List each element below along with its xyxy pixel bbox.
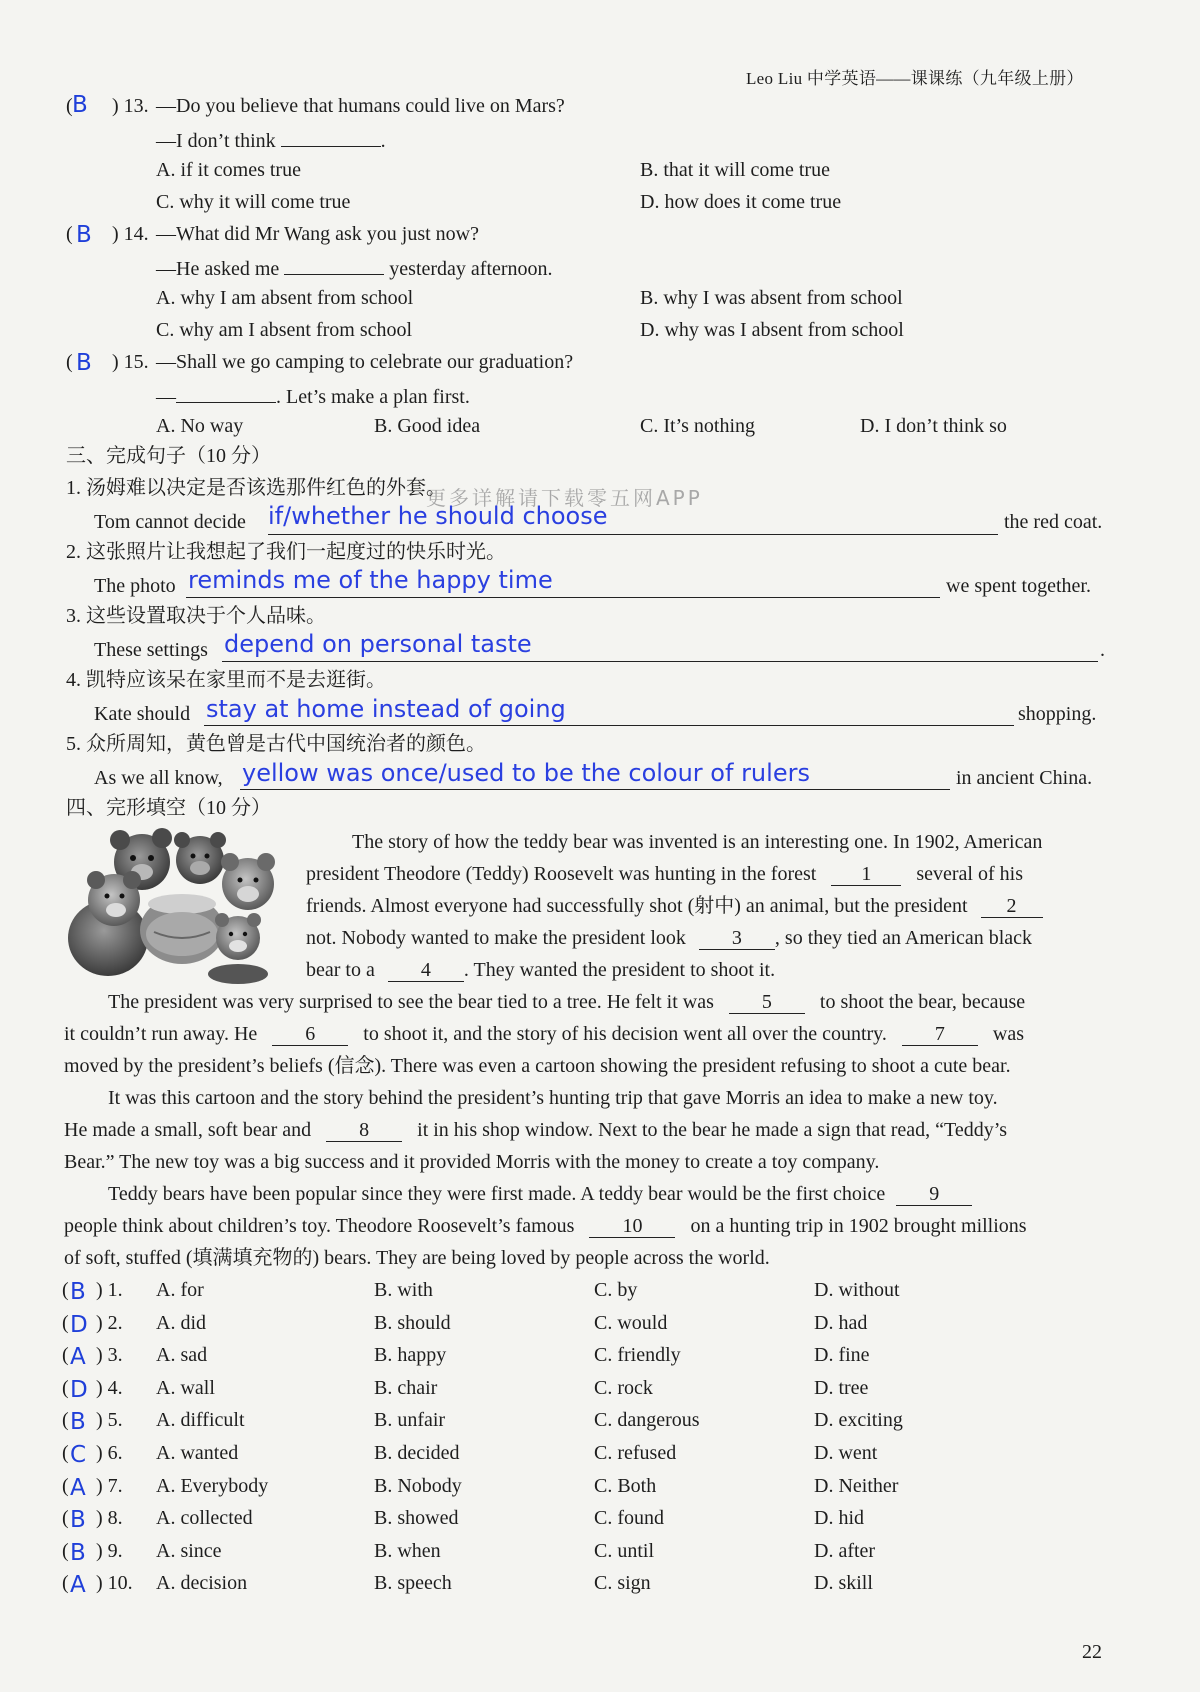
option-d: D. exciting: [814, 1409, 903, 1432]
cloze-question-number: ) 1.: [96, 1279, 123, 1301]
option-d: D. Neither: [814, 1474, 899, 1497]
section-heading: 三、完成句子（10 分）: [66, 445, 271, 467]
passage-text: on a hunting trip in 1902 brought millions: [690, 1215, 1027, 1237]
question-number: ) 13.: [112, 95, 149, 117]
option-b: B. happy: [374, 1344, 447, 1367]
chinese-prompt: 4. 凯特应该呆在家里而不是去逛街。: [66, 669, 386, 691]
option-d: D. why was I absent from school: [640, 319, 904, 341]
option-d: D. hid: [814, 1507, 864, 1530]
cloze-blank-3: 3: [699, 927, 775, 950]
mcq-bracket-open: (: [66, 351, 73, 373]
handwritten-answer: B: [76, 350, 92, 376]
sentence-end: the red coat.: [1004, 511, 1103, 533]
option-c: C. Both: [594, 1474, 657, 1497]
passage-text: not. Nobody wanted to make the president look: [306, 927, 686, 949]
passage-text: He made a small, soft bear and: [64, 1119, 312, 1141]
passage-line: [306, 894, 1043, 918]
answer-line: [268, 534, 998, 535]
option-c: C. by: [594, 1279, 638, 1301]
answer-line: [222, 661, 1098, 662]
sentence-start: Kate should: [94, 703, 191, 725]
handwritten-answer: A: [70, 1572, 86, 1599]
passage-line: of soft, stuffed (填满填充物的) bears. They are being loved by people across the world.: [64, 1247, 770, 1269]
sentence-start: The photo: [94, 575, 176, 597]
option-a: A. Everybody: [156, 1474, 269, 1497]
question-text: —Shall we go camping to celebrate our graduation?: [156, 351, 574, 373]
option-b: B. Nobody: [374, 1474, 462, 1497]
option-d: D. without: [814, 1279, 900, 1301]
passage-text: bear to a: [306, 959, 375, 981]
cloze-blank-1: 1: [831, 863, 901, 886]
reply-text: —: [156, 386, 176, 408]
option-d: D. I don’t think so: [860, 415, 1007, 437]
sentence-start: Tom cannot decide: [94, 511, 246, 533]
passage-text: it couldn’t run away. He: [64, 1023, 258, 1045]
handwritten-answer: B: [70, 1539, 86, 1566]
option-a: A. collected: [156, 1507, 253, 1530]
cloze-question-number: ) 5.: [96, 1409, 123, 1432]
answer-blank: [281, 126, 381, 147]
option-c: C. It’s nothing: [640, 415, 756, 437]
cloze-bracket-open: (: [62, 1409, 69, 1432]
cloze-question-number: ) 4.: [96, 1376, 123, 1399]
cloze-question-number: ) 10.: [96, 1572, 133, 1595]
handwritten-answer: B: [76, 222, 92, 248]
cloze-blank-5: 5: [729, 991, 805, 1014]
passage-line: [64, 1118, 1007, 1142]
passage-text: it in his shop window. Next to the bear he made a sign that read, “Teddy’s: [417, 1119, 1008, 1141]
reply-text-end: yesterday afternoon.: [389, 258, 553, 280]
option-c: C. dangerous: [594, 1409, 700, 1432]
option-d: D. went: [814, 1442, 878, 1464]
cloze-bracket-open: (: [62, 1311, 69, 1334]
chinese-prompt: 3. 这些设置取决于个人品味。: [66, 605, 326, 627]
cloze-question-number: ) 9.: [96, 1539, 123, 1562]
chinese-prompt: 2. 这张照片让我想起了我们一起度过的快乐时光。: [66, 541, 506, 563]
option-b: B. should: [374, 1311, 451, 1334]
option-a: A. No way: [156, 415, 244, 437]
passage-line: [64, 1022, 1024, 1046]
option-a: A. difficult: [156, 1409, 245, 1432]
sentence-end: .: [1100, 639, 1105, 661]
passage-text: Teddy bears have been popular since they were first made. A teddy bear would be the first choice: [108, 1183, 886, 1205]
handwritten-answer: B: [70, 1507, 86, 1534]
page-header: Leo Liu 中学英语——课课练（九年级上册）: [746, 69, 1084, 88]
option-d: D. fine: [814, 1344, 870, 1367]
cloze-bracket-open: (: [62, 1474, 69, 1497]
passage-text: The president was very surprised to see the bear tied to a tree. He felt it was: [108, 991, 714, 1013]
cloze-bracket-open: (: [62, 1507, 69, 1530]
passage-text: several of his: [916, 863, 1023, 885]
passage-line: [306, 958, 775, 982]
passage-text: . They wanted the president to shoot it.: [463, 959, 776, 981]
section-heading: 四、完形填空（10 分）: [66, 797, 271, 819]
handwritten-answer: C: [70, 1442, 87, 1468]
option-d: D. skill: [814, 1572, 873, 1595]
option-c: C. refused: [594, 1442, 677, 1464]
passage-text: was: [992, 1023, 1024, 1045]
sentence-start: These settings: [94, 639, 208, 661]
option-b: B. why I was absent from school: [640, 287, 903, 309]
reply-line: [156, 254, 553, 281]
passage-line: The story of how the teddy bear was invented is an interesting one. In 1902, American: [352, 831, 1043, 853]
cloze-blank-2: 2: [981, 895, 1043, 918]
handwritten-answer: D: [70, 1311, 88, 1338]
passage-line: It was this cartoon and the story behind the president’s hunting trip that gave Morris an idea to make a new toy.: [108, 1087, 998, 1109]
option-a: A. sad: [156, 1344, 208, 1367]
page-number: 22: [1082, 1641, 1102, 1663]
answer-line: [240, 789, 950, 790]
option-c: C. would: [594, 1311, 668, 1334]
cloze-blank-9: 9: [896, 1183, 972, 1206]
handwritten-answer: B: [70, 1409, 86, 1436]
cloze-question-number: ) 2.: [96, 1311, 123, 1334]
reply-text: —He asked me: [156, 258, 280, 280]
option-c: C. until: [594, 1539, 655, 1562]
cloze-bracket-open: (: [62, 1539, 69, 1562]
passage-text: friends. Almost everyone had successfully shot (射中) an animal, but the president: [306, 895, 968, 917]
reply-text-end: . Let’s make a plan first.: [276, 386, 470, 408]
question-number: ) 15.: [112, 351, 149, 373]
passage-line: moved by the president’s beliefs (信念). There was even a cartoon showing the president refusing to shoot a cute bear.: [64, 1055, 1011, 1077]
reply-line: [156, 382, 470, 409]
option-c: C. why am I absent from school: [156, 319, 413, 341]
option-a: A. for: [156, 1279, 204, 1301]
option-a: A. decision: [156, 1572, 248, 1595]
handwritten-answer: if/whether he should choose: [268, 502, 608, 530]
option-c: C. rock: [594, 1376, 653, 1399]
teddy-bears-photo: [62, 826, 292, 984]
cloze-question-number: ) 3.: [96, 1344, 123, 1367]
question-text: —Do you believe that humans could live on Mars?: [156, 95, 565, 117]
cloze-question-number: ) 8.: [96, 1507, 123, 1530]
option-b: B. showed: [374, 1507, 459, 1530]
passage-text: to shoot it, and the story of his decision went all over the country.: [363, 1023, 887, 1045]
option-b: B. speech: [374, 1572, 452, 1595]
passage-line: [108, 990, 1025, 1014]
answer-line: [186, 597, 940, 598]
option-c: C. why it will come true: [156, 191, 351, 213]
sentence-end: we spent together.: [946, 575, 1091, 597]
cloze-bracket-open: (: [62, 1442, 69, 1464]
option-a: A. wall: [156, 1376, 215, 1399]
cloze-blank-10: 10: [589, 1215, 675, 1238]
passage-text: president Theodore (Teddy) Roosevelt was hunting in the forest: [306, 863, 817, 885]
option-c: C. sign: [594, 1572, 651, 1595]
sentence-end: shopping.: [1018, 703, 1097, 725]
question-text: —What did Mr Wang ask you just now?: [156, 223, 479, 245]
passage-line: [64, 1214, 1027, 1238]
passage-line: [306, 926, 1032, 950]
reply-text: —I don’t think: [156, 130, 276, 152]
cloze-bracket-open: (: [62, 1344, 69, 1367]
passage-text: to shoot the bear, because: [819, 991, 1026, 1013]
handwritten-answer: reminds me of the happy time: [188, 566, 553, 594]
option-c: C. friendly: [594, 1344, 681, 1367]
mcq-bracket-open: (: [66, 95, 73, 117]
chinese-prompt: 5. 众所周知，黄色曾是古代中国统治者的颜色。: [66, 733, 486, 755]
reply-line: [156, 126, 386, 153]
option-b: B. chair: [374, 1376, 438, 1399]
option-a: A. did: [156, 1311, 206, 1334]
option-d: D. tree: [814, 1376, 869, 1399]
cloze-bracket-open: (: [62, 1279, 69, 1301]
option-a: A. why I am absent from school: [156, 287, 414, 309]
option-a: A. if it comes true: [156, 159, 301, 181]
option-a: A. wanted: [156, 1442, 239, 1464]
option-b: B. with: [374, 1279, 433, 1301]
handwritten-answer: depend on personal taste: [224, 630, 532, 658]
mcq-bracket-open: (: [66, 223, 73, 245]
reply-text-end: .: [380, 130, 386, 152]
cloze-bracket-open: (: [62, 1376, 69, 1399]
chinese-prompt: 1. 汤姆难以决定是否该选那件红色的外套。: [66, 477, 446, 499]
handwritten-answer: stay at home instead of going: [206, 695, 566, 723]
question-number: ) 14.: [112, 223, 149, 245]
cloze-blank-4: 4: [388, 959, 464, 982]
cloze-question-number: ) 6.: [96, 1442, 123, 1464]
handwritten-answer: D: [70, 1376, 88, 1403]
passage-line: [108, 1182, 972, 1206]
handwritten-answer: B: [72, 92, 88, 118]
passage-text: people think about children’s toy. Theodore Roosevelt’s famous: [64, 1215, 575, 1237]
cloze-question-number: ) 7.: [96, 1474, 123, 1497]
cloze-bracket-open: (: [62, 1572, 69, 1595]
answer-line: [204, 725, 1014, 726]
option-b: B. that it will come true: [640, 159, 830, 181]
option-b: B. when: [374, 1539, 441, 1562]
option-b: B. unfair: [374, 1409, 446, 1432]
passage-line: [306, 862, 1023, 886]
handwritten-answer: yellow was once/used to be the colour of rulers: [242, 759, 810, 787]
watermark-text: 更多详解请下载零五网APP: [426, 486, 703, 510]
answer-blank: [284, 254, 384, 275]
passage-line: Bear.” The new toy was a big success and it provided Morris with the money to create a toy company.: [64, 1151, 880, 1173]
option-d: D. after: [814, 1539, 876, 1562]
option-c: C. found: [594, 1507, 664, 1530]
cloze-blank-7: 7: [902, 1023, 978, 1046]
option-b: B. Good idea: [374, 415, 481, 437]
sentence-end: in ancient China.: [956, 767, 1093, 789]
handwritten-answer: A: [70, 1474, 86, 1501]
handwritten-answer: A: [70, 1344, 86, 1371]
cloze-blank-8: 8: [326, 1119, 402, 1142]
option-d: D. how does it come true: [640, 191, 842, 213]
option-a: A. since: [156, 1539, 222, 1562]
handwritten-answer: B: [70, 1279, 86, 1305]
option-d: D. had: [814, 1311, 868, 1334]
answer-blank: [176, 382, 276, 403]
option-b: B. decided: [374, 1442, 460, 1464]
sentence-start: As we all know,: [94, 767, 223, 789]
passage-text: , so they tied an American black: [774, 927, 1033, 949]
cloze-blank-6: 6: [272, 1023, 348, 1046]
